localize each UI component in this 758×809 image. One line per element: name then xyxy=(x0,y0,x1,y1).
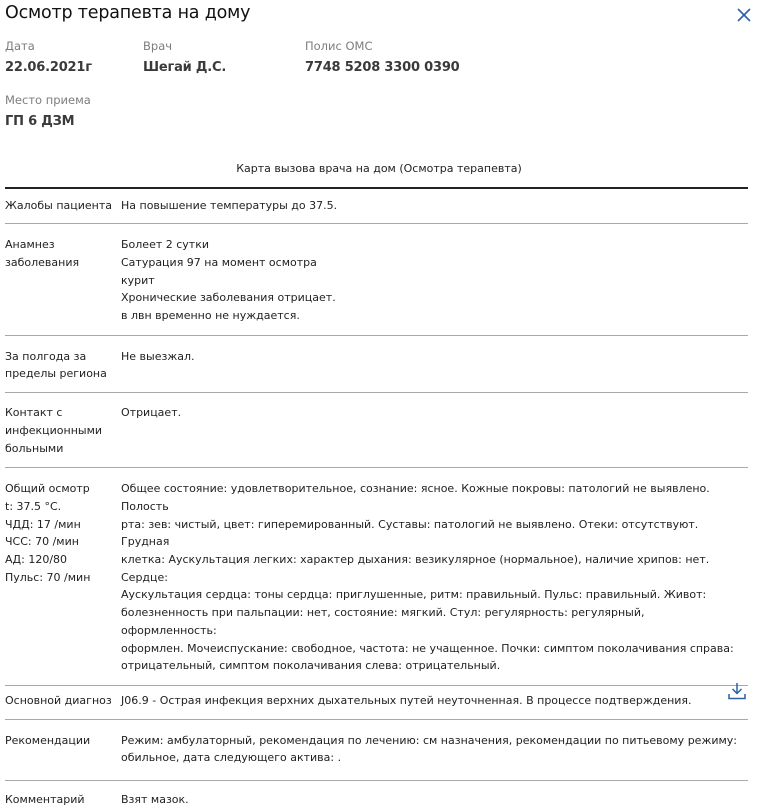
close-icon xyxy=(735,6,753,24)
row-label xyxy=(5,236,121,325)
row-label-line: Пульс: 70 /мин xyxy=(5,570,91,584)
row-value-line: болезненность при пальпации: нет, состояние: мягкий. Стул: регулярность: регулярный, оформленность: xyxy=(121,606,645,637)
place-value: ГП 6 ДЗМ xyxy=(5,114,75,129)
row-value-line: Аускультация сердца: тоны сердца: приглушенные, ритм: правильный. Пульс: правильный. Живот: xyxy=(121,588,707,602)
row-label-line: инфекционными xyxy=(5,423,103,437)
row-value xyxy=(121,197,748,215)
row-label-line: За полгода за xyxy=(5,349,87,363)
date-label: Дата xyxy=(5,39,35,53)
row-value-line: Не выезжал. xyxy=(121,349,195,363)
row-value-line: обильное, дата следующего актива: . xyxy=(121,751,342,765)
row-label xyxy=(5,692,121,710)
row-value-line: Хронические заболевания отрицает. xyxy=(121,291,336,305)
place-label: Место приема xyxy=(5,93,91,107)
row-value-line: отрицательный, симптом поколачивания слева: отрицательный. xyxy=(121,659,501,673)
row-value xyxy=(121,791,748,809)
download-button[interactable] xyxy=(727,681,747,701)
row-value xyxy=(121,480,748,675)
doctor-value: Шегай Д.С. xyxy=(143,60,227,75)
row-label-line: пределы региона xyxy=(5,367,107,381)
row-label-line: Контакт с xyxy=(5,406,63,420)
table-row xyxy=(5,468,748,686)
row-value-line: Взят мазок. xyxy=(121,793,189,807)
table-row xyxy=(5,686,748,720)
row-label-line: Общий осмотр xyxy=(5,482,90,496)
row-label-line: ЧСС: 70 /мин xyxy=(5,535,79,549)
row-label-line: больными xyxy=(5,441,64,455)
row-value xyxy=(121,692,748,710)
row-value-line: Режим: амбулаторный, рекомендация по лечению: см назначения, рекомендации по питьевому режиму: xyxy=(121,733,738,747)
close-button[interactable] xyxy=(735,6,753,24)
row-label-line: t: 37.5 °C. xyxy=(5,499,62,513)
date-value: 22.06.2021г xyxy=(5,60,92,75)
table-row xyxy=(5,189,748,225)
row-value xyxy=(121,236,748,325)
page-title: Осмотр терапевта на дому xyxy=(5,3,251,23)
row-value-line: Общее состояние: удовлетворительное, сознание: ясное. Кожные покровы: патологий не выявлено. Полость xyxy=(121,482,710,513)
row-value-line: курит xyxy=(121,273,155,287)
table-row xyxy=(5,720,748,781)
row-value-line: в лвн временно не нуждается. xyxy=(121,309,300,323)
table-row xyxy=(5,224,748,336)
row-value-line: Болеет 2 сутки xyxy=(121,238,209,252)
row-label-line: Рекомендации xyxy=(5,733,91,747)
row-value-line: На повышение температуры до 37.5. xyxy=(121,198,338,212)
row-value xyxy=(121,348,748,383)
visit-card-table xyxy=(5,187,748,809)
table-row xyxy=(5,393,748,468)
download-icon xyxy=(727,681,747,701)
row-label-line: Жалобы пациента xyxy=(5,198,112,212)
table-row xyxy=(5,781,748,809)
row-label xyxy=(5,404,121,457)
row-value-line: оформлен. Мочеиспускание: свободное, частота: не учащенное. Почки: симптом поколачивания справа: xyxy=(121,641,734,655)
row-value-line: J06.9 - Острая инфекция верхних дыхательных путей неуточненная. В процессе подтверждения. xyxy=(121,693,692,707)
doctor-label: Врач xyxy=(143,39,173,53)
policy-value: 7748 5208 3300 0390 xyxy=(305,60,460,75)
table-row xyxy=(5,336,748,393)
row-label xyxy=(5,197,121,215)
row-value-line: рта: зев: чистый, цвет: гиперемированный. Суставы: патологий не выявлено. Отеки: отсутствуют. Грудная xyxy=(121,517,699,549)
row-value xyxy=(121,732,748,767)
row-label-line: ЧДД: 17 /мин xyxy=(5,517,81,531)
row-label xyxy=(5,480,121,675)
row-value-line: клетка: Аускультация легких: характер дыхания: везикулярное (нормальное), наличие хрипов: нет. Сердце: xyxy=(121,553,710,584)
row-value-line: Отрицает. xyxy=(121,406,182,420)
row-label-line: Комментарий xyxy=(5,793,85,807)
policy-label: Полис ОМС xyxy=(305,39,373,53)
row-label-line: Анамнез xyxy=(5,238,55,252)
row-label-line: заболевания xyxy=(5,255,80,269)
row-value-line: Сатурация 97 на момент осмотра xyxy=(121,255,317,269)
row-label-line: АД: 120/80 xyxy=(5,553,68,567)
row-label-line: Основной диагноз xyxy=(5,693,112,707)
row-label xyxy=(5,791,121,809)
table-rows xyxy=(5,189,748,809)
row-label xyxy=(5,732,121,767)
card-caption: Карта вызова врача на дом (Осмотра терапевта) xyxy=(236,162,522,175)
row-value xyxy=(121,404,748,457)
row-label xyxy=(5,348,121,383)
